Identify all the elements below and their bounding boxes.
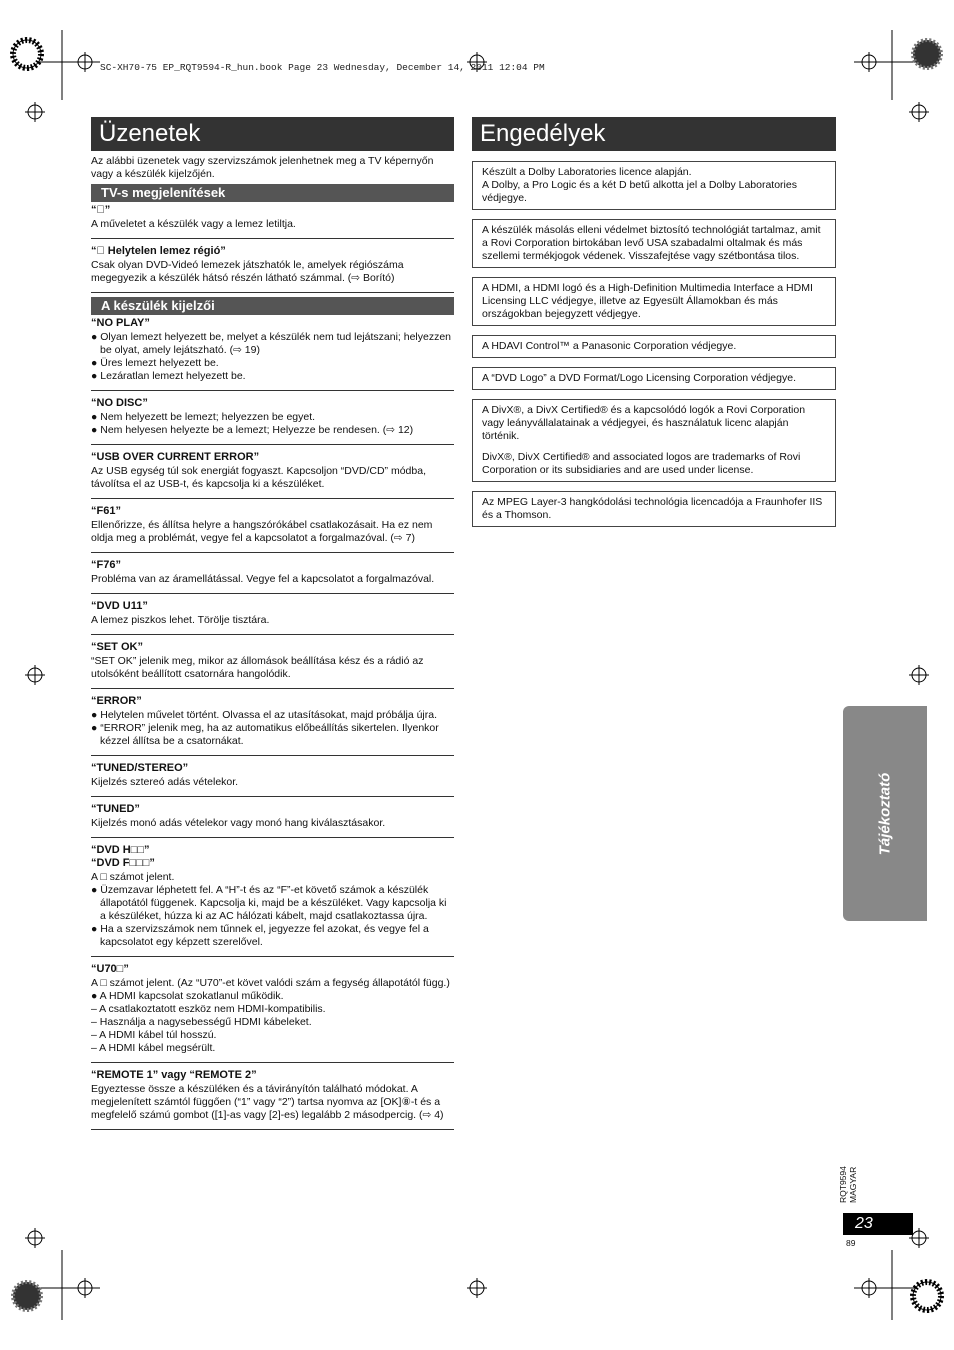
message-code: “NO PLAY” [91,317,150,329]
license-box [472,219,836,268]
license-text: A “DVD Logo” a DVD Format/Logo Licensing Corporation védjegye. [482,372,796,384]
license-boxes [472,161,836,527]
license-text: A Dolby, a Pro Logic és a két D betű alkotta jel a Dolby Laboratories védjegye. [482,179,797,204]
license-text: Az MPEG Layer-3 hangkódolási technológia licencadója a Fraunhofer IIS és a Thomson. [482,496,823,521]
message-code: “SET OK” [91,641,143,653]
message-line: A lemez piszkos lehet. Törölje tisztára. [91,614,270,626]
license-text: A HDMI, a HDMI logó és a High-Definition Multimedia Interface a HDMI Licensing LLC védjegye, illetve az Egyesült Államokban és más országokban bejegyzett védjegye. [482,282,813,320]
message-line: Csak olyan DVD-Videó lemezek játszhatók le, amelyek régiószáma megegyezik a készülék hátsó részén látható számmal. (⇨ Borító) [91,259,404,284]
message-line: Kijelzés sztereó adás vételekor. [91,776,239,788]
message-line: ● Helytelen művelet történt. Olvassa el az utasításokat, majd próbálja újra. [91,709,438,721]
message-section [91,1067,454,1130]
license-text: A HDAVI Control™ a Panasonic Corporation védjegye. [482,340,737,352]
license-box [472,399,836,482]
message-section [91,395,454,445]
message-section [91,693,454,756]
message-code: “F76” [91,559,121,571]
message-section [91,760,454,797]
message-line: Ellenőrizze, és állítsa helyre a hangszórókábel csatlakozásait. Ha ez nem oldja meg a problémát, vegye fel a kapcsolatot a forgalmazóval. (⇨ 7) [91,519,433,544]
message-line: – A HDMI kábel megsérült. [91,1042,216,1054]
message-line: Kijelzés monó adás vételekor vagy monó hang kiválasztásakor. [91,817,386,829]
messages-intro: Az alábbi üzenetek vagy szervizszámok jelenhetnek meg a TV képernyőn vagy a készülék kijelzőjén. [91,155,434,180]
message-code: “F61” [91,505,121,517]
message-line: ● “ERROR” jelenik meg, ha az automatikus előbeállítás sikertelen. Ilyenkor kézzel állítsa be a csatornákat. [91,722,439,747]
message-code: “ERROR” [91,695,142,707]
license-box [472,277,836,326]
tv-display-sections [91,202,454,293]
message-line: A □ számot jelent. (Az “U70”-et követ valódi szám a fegység állapotától függ.) [91,977,450,989]
messages-column [91,117,454,1134]
message-line: – A csatlakoztatott eszköz nem HDMI-kompatibilis. [91,1003,326,1015]
message-section [91,503,454,553]
message-code: “TUNED/STEREO” [91,762,189,774]
sheet-number: 89 [846,1238,856,1248]
message-line: ● Olyan lemezt helyezett be, melyet a készülék nem tud lejátszani; helyezzen be olyat, amely lejátszható. (⇨ 19) [91,331,452,356]
message-line: ● Lezáratlan lemezt helyezett be. [91,370,246,382]
device-display-heading: A készülék kijelzői [91,297,454,315]
message-line: – A HDMI kábel túl hosszú. [91,1029,217,1041]
message-line: ● Ha a szervizszámok nem tűnnek el, jegyezze fel azokat, és vegye fel a kapcsolatot egy képzett szerelővel. [91,923,429,948]
message-line: ● Nem helyezett be lemezt; helyezzen be egyet. [91,411,316,423]
message-code: “⃠ Helytelen lemez régió” [91,245,226,257]
message-line: Probléma van az áramellátással. Vegye fel a kapcsolatot a forgalmazóval. [91,573,435,585]
message-section [91,315,454,391]
message-code: “DVD H□□” “DVD F□□□” [91,844,155,869]
message-section [91,639,454,689]
message-section [91,801,454,838]
message-code: “USB OVER CURRENT ERROR” [91,451,260,463]
tv-display-heading: TV-s megjelenítések [91,184,454,202]
message-line: “SET OK” jelenik meg, mikor az állomások beállítása kész és a rádió az utolsóként beállított csatornára hangolódik. [91,655,424,680]
message-code: “U70□” [91,963,129,975]
message-line: A műveletet a készülék vagy a lemez letiltja. [91,218,296,230]
message-section [91,557,454,594]
message-section [91,842,454,957]
message-code: “NO DISC” [91,397,148,409]
page-number: 23 [843,1213,913,1235]
message-line: Az USB egység túl sok energiát fogyaszt. Kapcsoljon “DVD/CD” módba, távolítsa el az USB-t, és kapcsolja ki a készüléket. [91,465,426,490]
footer-document-code [838,1166,858,1203]
license-box [472,491,836,527]
message-section [91,961,454,1063]
message-code: “TUNED” [91,803,140,815]
page-title-licenses: Engedélyek [472,117,836,151]
licenses-column [472,117,836,536]
message-line: Egyeztesse össze a készüléken és a távirányítón található módokat. A megjelenített számtól függően (“1” vagy “2”) tartsa nyomva az [OK]⑧-t és a megfelelő számú gombot ([1]-as vagy [2]-es) legalább 2 másodpercig. (⇨ 4) [91,1083,444,1121]
side-tab-label: Tájékoztató [876,772,894,855]
message-line: A □ számot jelent. [91,871,175,883]
page-title-messages: Üzenetek [91,117,454,151]
license-box [472,367,836,390]
book-header-line: SC-XH70-75 EP_RQT9594-R_hun.book Page 23 Wednesday, December 14, 2011 12:04 PM [100,62,545,73]
message-line: ● Nem helyesen helyezte be a lemezt; Helyezze be rendesen. (⇨ 12) [91,424,414,436]
license-box [472,335,836,358]
message-section [91,449,454,499]
message-section [91,202,454,239]
language-label: MAGYAR [848,1166,858,1203]
side-tab [843,706,927,921]
message-line: ● Üzemzavar léphetett fel. A “H”-t és az “F”-et követő számok a készülék állapotától függenek. Kapcsolja ki, majd be a készüléket. Vagy kapcsolja ki a készüléket, húzza ki az AC hálózati kábelt, majd csatlakoztassa újra. [91,884,447,922]
license-box [472,161,836,210]
message-line: ● Üres lemezt helyezett be. [91,357,219,369]
message-section [91,598,454,635]
document-code: RQT9594 [838,1166,848,1203]
message-code: “REMOTE 1” vagy “REMOTE 2” [91,1069,257,1081]
message-line: – Használja a nagysebességű HDMI kábeleket. [91,1016,312,1028]
device-display-sections [91,315,454,1130]
license-text: A készülék másolás elleni védelmet biztosító technológiát tartalmaz, amit a Rovi Corporation birtokában levő USA szabadalmi oltalmak és más szellemi termékjogok védenek. Visszafejtése vagy szétbontása tilos. [482,224,821,262]
message-line: ● A HDMI kapcsolat szokatlanul működik. [91,990,284,1002]
license-text: A DivX®, a DivX Certified® és a kapcsolódó logók a Rovi Corporation vagy leányvállalatainak a védjegyei, és használatuk licenc alapján történik. [482,404,806,442]
message-code: “DVD U11” [91,600,148,612]
message-code: “⃠” [91,204,111,216]
message-section [91,243,454,293]
license-text: Készült a Dolby Laboratories licence alapján. [482,166,692,178]
license-text: DivX®, DivX Certified® and associated logos are trademarks of Rovi Corporation or its subsidiaries and are used under license. [482,451,801,476]
